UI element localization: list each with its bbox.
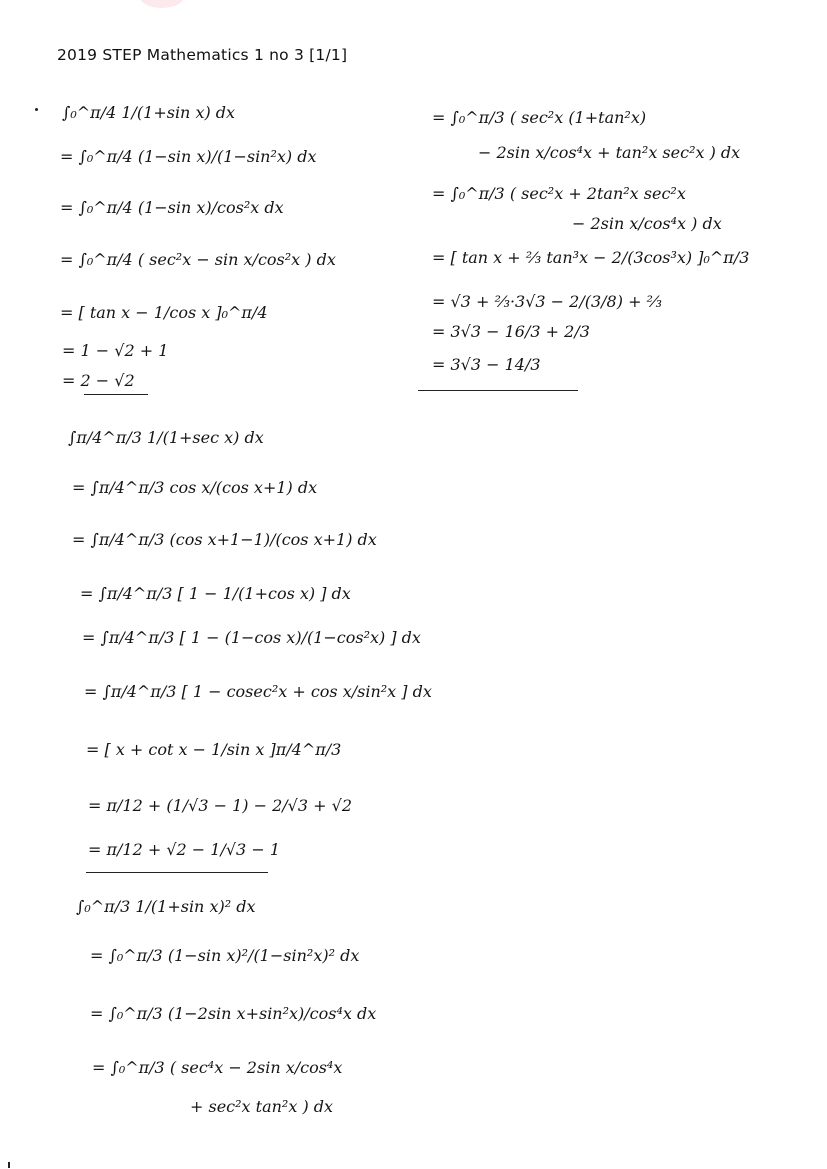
working-line: = ∫₀^π/3 ( sec²x (1+tan²x)	[432, 108, 647, 127]
ink-mark	[8, 1162, 10, 1168]
working-line: = ∫π/4^π/3 cos x/(cos x+1) dx	[72, 478, 318, 497]
working-line: ∫π/4^π/3 1/(1+sec x) dx	[68, 428, 264, 447]
working-line: = √3 + ⅔·3√3 − 2/(3/8) + ⅔	[432, 292, 663, 311]
answer-underline	[84, 394, 148, 395]
paper-smudge	[140, 0, 184, 8]
working-line: = ∫₀^π/3 (1−sin x)²/(1−sin²x)² dx	[90, 946, 360, 965]
working-line: = π/12 + (1/√3 − 1) − 2/√3 + √2	[88, 796, 352, 815]
working-line: − 2sin x/cos⁴x + tan²x sec²x ) dx	[478, 143, 741, 162]
answer-underline	[86, 872, 268, 873]
working-line: = ∫π/4^π/3 [ 1 − (1−cos x)/(1−cos²x) ] dx	[82, 628, 421, 647]
working-line: = ∫π/4^π/3 [ 1 − cosec²x + cos x/sin²x ] dx	[84, 682, 432, 701]
working-line: ∫₀^π/3 1/(1+sin x)² dx	[76, 897, 256, 916]
answer-line: = 3√3 − 14/3	[432, 355, 541, 374]
working-line: = 1 − √2 + 1	[62, 341, 169, 360]
working-line: = [ tan x + ⅔ tan³x − 2/(3cos³x) ]₀^π/3	[432, 248, 750, 267]
working-line: = ∫₀^π/3 ( sec⁴x − 2sin x/cos⁴x	[92, 1058, 343, 1077]
working-line: = 3√3 − 16/3 + 2/3	[432, 322, 590, 341]
page-title: 2019 STEP Mathematics 1 no 3 [1/1]	[57, 46, 348, 64]
working-line: = ∫₀^π/4 (1−sin x)/(1−sin²x) dx	[60, 147, 317, 166]
answer-underline	[418, 390, 578, 391]
working-line: = [ x + cot x − 1/sin x ]π/4^π/3	[86, 740, 342, 759]
working-line: = [ tan x − 1/cos x ]₀^π/4	[60, 303, 268, 322]
ink-mark	[35, 108, 38, 111]
working-line: = ∫₀^π/4 (1−sin x)/cos²x dx	[60, 198, 284, 217]
working-line: − 2sin x/cos⁴x ) dx	[572, 214, 722, 233]
working-line: = ∫π/4^π/3 [ 1 − 1/(1+cos x) ] dx	[80, 584, 351, 603]
working-line: = ∫₀^π/3 (1−2sin x+sin²x)/cos⁴x dx	[90, 1004, 377, 1023]
working-line: = ∫π/4^π/3 (cos x+1−1)/(cos x+1) dx	[72, 530, 377, 549]
working-line: + sec²x tan²x ) dx	[190, 1097, 334, 1116]
working-line: = ∫₀^π/4 ( sec²x − sin x/cos²x ) dx	[60, 250, 336, 269]
working-line: ∫₀^π/4 1/(1+sin x) dx	[62, 103, 236, 122]
answer-line: = 2 − √2	[62, 371, 135, 390]
working-line: = ∫₀^π/3 ( sec²x + 2tan²x sec²x	[432, 184, 686, 203]
answer-line: = π/12 + √2 − 1/√3 − 1	[88, 840, 280, 859]
